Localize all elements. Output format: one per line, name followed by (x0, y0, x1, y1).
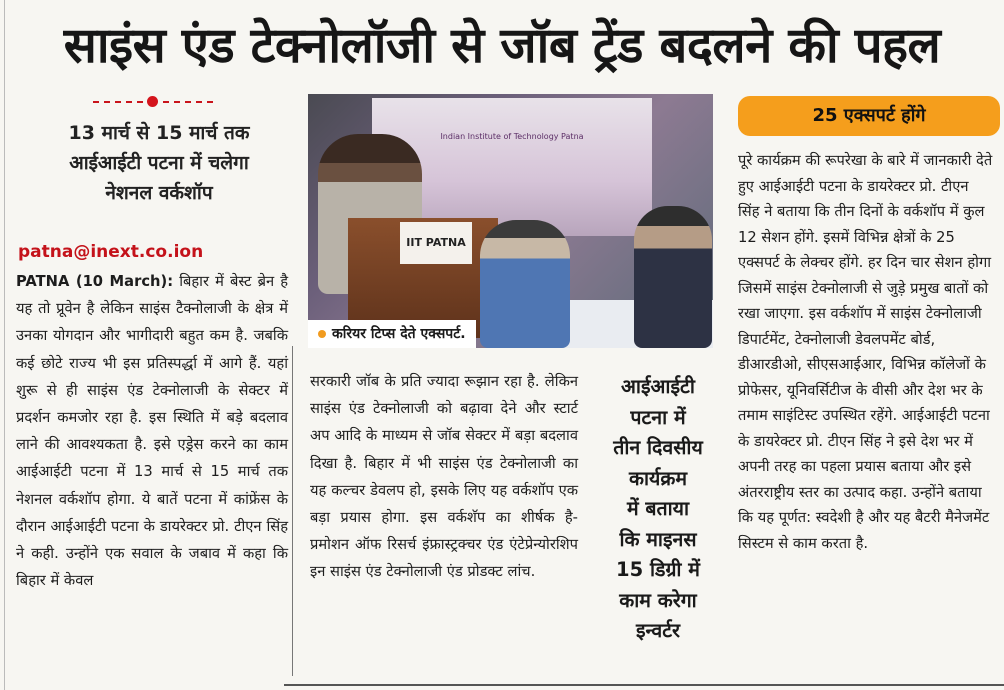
pull-quote-line: कार्यक्रम (629, 466, 687, 490)
subhead-ornament (93, 96, 215, 108)
subhead-line-2: आईआईटी पटना में चलेगा (69, 152, 249, 174)
subheadline (14, 118, 304, 208)
dateline: PATNA (10 March): (16, 273, 174, 290)
pull-quote-line: इन्वर्टर (635, 619, 681, 642)
col1-body: बिहार में बेस्ट ब्रेन है यह तो प्रूवेन है लेकिन साइंस टैक्नोलाजी के क्षेत्र में उनका योगदान और भागीदारी बहुत कम है. जबकि कई छोटे राज्य भी इस प्रतिस्पर्द्धा में आगे हैं. यहां शुरू से ही साइंस एंड टेक्नोलाजी के सेक्टर में प्रदर्शन कमजोर रहा है. इस स्थिति में बड़े बदलाव लाने की आवश्यकता है. इसे एड्रेस करने का काम आईआईटी पटना में 13 मार्च से 15 मार्च तक नेशनल वर्कशॉप होगा. ये बातें पटना में कांफ्रेंस के दौरान आईआईटी पटना के डायरेक्टर प्रो. टीएन सिंह ने कही. उन्होंने एक सवाल के जबाव में कहा कि बिहार में केवल (16, 273, 289, 590)
subhead-line-1: 13 मार्च से 15 मार्च तक (68, 122, 250, 144)
column-divider (292, 346, 293, 676)
pull-quote-line: 15 डिग्री में (616, 558, 700, 581)
ornament-dash-left (93, 101, 143, 103)
ornament-dot (147, 96, 158, 107)
pull-quote-line: पटना में (630, 405, 686, 429)
pull-quote-line: आईआईटी (621, 375, 695, 398)
caption-bullet-icon (318, 330, 326, 338)
banner-text: Indian Institute of Technology Patna (440, 132, 584, 141)
section-badge: 25 एक्सपर्ट होंगे (738, 96, 1000, 136)
article-column-3: पूरे कार्यक्रम की रूपरेखा के बारे में जानकारी देते हुए आईआईटी पटना के डायरेक्टर प्रो. टीएन सिंह ने बताया कि तीन दिनों के वर्कशॉप में कुल 12 सेशन होंगे. इसमें विभिन्न क्षेत्रों के 25 एक्सपर्ट के लेक्चर होंगे. हर दिन चार सेशन होगा जिसमें साइंस टेक्नोलाजी से जुड़े प्रमुख बातों को रखा जाएगा. इस वर्कशॉप में साइंस टेक्नोलाजी डिपार्टमेंट, टेक्नोलाजी डेवलपमेंट बोर्ड, डीआरडीओ, सीएसआईआर, विभिन्न कॉलेजों के प्रोफेसर, यूनिवर्सिटीज के वीसी और देश भर के तमाम साइंटिस्ट उपस्थित रहेंगे. आईआईटी पटना के डायरेक्टर प्रो. टीएन सिंह ने इसे देश भर में अपनी तरह का पहला प्रयास बताया और इसे अंतरराष्ट्रीय स्तर का उत्पाद कहा. उन्होंने बताया कि यह पूर्णत: स्वदेशी है और यह बैटरी मैनेजमेंट सिस्टम से काम करता है. (738, 152, 993, 552)
article-column-1 (16, 268, 288, 594)
ornament-dash-right (163, 101, 213, 103)
bottom-rule (284, 684, 1004, 686)
pull-quote-line: कि माइनस (619, 527, 697, 551)
page-edge-rule (4, 0, 5, 690)
headline: साइंस एंड टेक्नोलॉजी से जॉब ट्रेंड बदलने की पहल (63, 17, 941, 74)
pull-quote-line: काम करेगा (619, 588, 697, 612)
pull-quote-line: तीन दिवसीय (613, 436, 703, 459)
seated-guest-figure (480, 220, 570, 348)
standing-guest-figure (634, 206, 712, 348)
subhead-line-3: नेशनल वर्कशॉप (105, 182, 213, 204)
podium-sign: IIT PATNA (400, 222, 472, 264)
article-column-2: सरकारी जॉब के प्रति ज्यादा रूझान रहा है. लेकिन साइंस एंड टेक्नोलाजी को बढ़ावा देने और स्टार्ट अप आदि के माध्यम से जॉब सेक्टर में बड़ा बदलाव दिखा है. बिहार में भी साइंस एंड टेक्नोलाजी का यह कल्चर डेवलप हो, इसके लिए यह वर्कशॉप एक बड़ा प्रयास होगा. इस वर्कशॅप का शीर्षक है- प्रमोशन ऑफ रिसर्च इंफ्रास्ट्रक्चर एंड एंटेप्रेन्योरशिप इन साइंस एंड टेक्नोलाजी एंड प्रोडक्ट लांच. (310, 373, 578, 581)
news-photo (308, 94, 713, 348)
reporter-email: patna@inext.co.ion (18, 242, 204, 262)
caption-text: करियर टिप्स देते एक्सपर्ट. (332, 326, 466, 342)
pull-quote-line: में बताया (626, 497, 690, 520)
pull-quote (598, 372, 718, 647)
photo-caption (308, 320, 476, 348)
